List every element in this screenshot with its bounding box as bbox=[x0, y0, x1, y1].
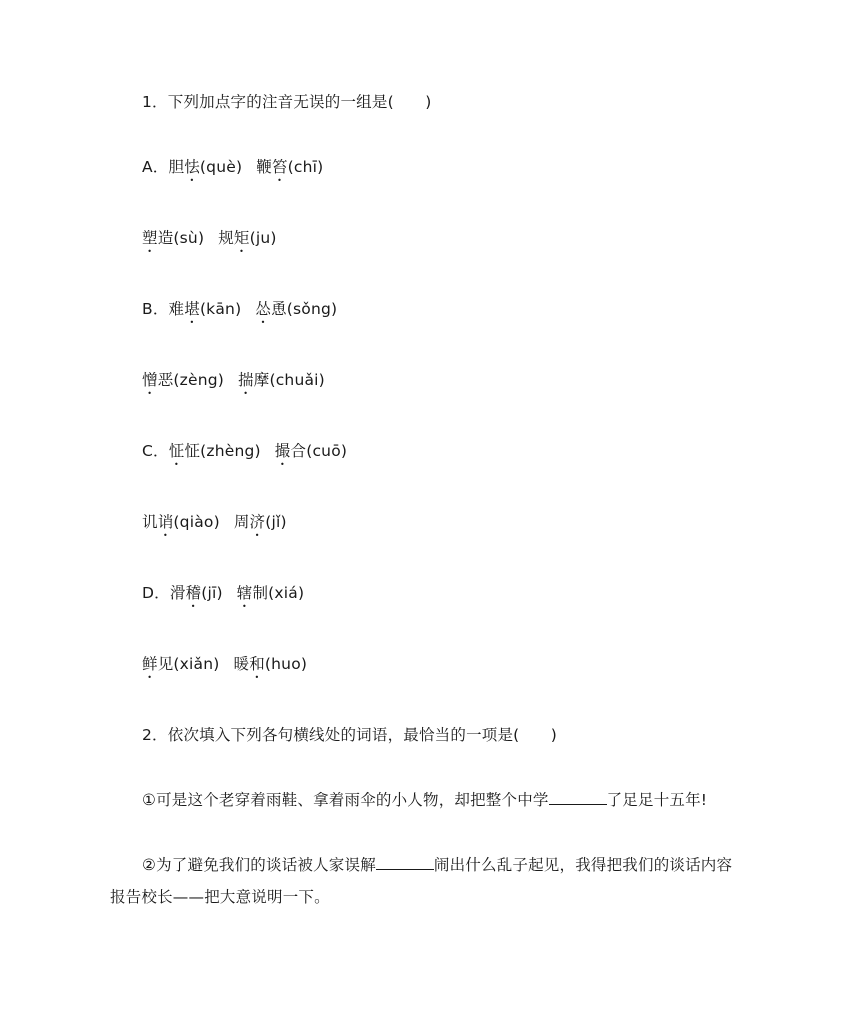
option-c-item-1: C．怔怔(zhèng) bbox=[142, 442, 261, 460]
option-c-item-3: 讥诮(qiào) bbox=[142, 513, 220, 531]
option-a-item-4: 规矩(ju) bbox=[218, 229, 277, 247]
option-d-item-1: D．滑稽(jī) bbox=[142, 584, 223, 602]
question-1-option-d-line-1 bbox=[142, 582, 304, 611]
option-d-item-3: 鲜见(xiǎn) bbox=[142, 655, 220, 673]
option-a-item-3: 塑造(sù) bbox=[142, 229, 205, 247]
question-1-option-b-line-2 bbox=[142, 369, 325, 398]
option-b-item-3: 憎恶(zèng) bbox=[142, 371, 225, 389]
option-a-item-1: A．胆怯(què) bbox=[142, 158, 243, 176]
option-c-item-2: 撮合(cuō) bbox=[274, 442, 348, 460]
question-1-option-c-line-1 bbox=[142, 440, 347, 469]
option-a-item-2: 鞭笞(chī) bbox=[256, 158, 324, 176]
option-b-item-1: B．难堪(kān) bbox=[142, 300, 242, 318]
option-d-item-4: 暖和(huo) bbox=[233, 655, 308, 673]
question-1-option-d-line-2 bbox=[142, 653, 307, 682]
option-b-item-2: 怂恿(sǒng) bbox=[255, 300, 338, 318]
question-2-sentence-1: ①可是这个老穿着雨鞋、拿着雨伞的小人物，却把整个中学 了足足十五年! bbox=[142, 791, 708, 809]
fill-blank-2 bbox=[376, 854, 434, 870]
question-1-option-c-line-2 bbox=[142, 511, 287, 540]
question-1-option-a-line-1 bbox=[142, 156, 323, 185]
option-b-item-4: 揣摩(chuǎi) bbox=[238, 371, 325, 389]
question-1-option-a-line-2 bbox=[142, 227, 277, 256]
question-1-option-b-line-1 bbox=[142, 298, 337, 327]
option-c-item-4: 周济(jǐ) bbox=[233, 513, 287, 531]
question-1-stem: 1．下列加点字的注音无误的一组是( ) bbox=[142, 93, 432, 111]
fill-blank-1 bbox=[549, 789, 607, 805]
option-d-item-2: 辖制(xiá) bbox=[236, 584, 305, 602]
question-2-sentence-2-continuation: 报告校长——把大意说明一下。 bbox=[110, 888, 330, 906]
question-2-stem: 2．依次填入下列各句横线处的词语，最恰当的一项是( ) bbox=[142, 726, 558, 744]
question-2-sentence-2: ②为了避免我们的谈话被人家误解 闹出什么乱子起见，我得把我们的谈话内容 bbox=[142, 856, 733, 874]
